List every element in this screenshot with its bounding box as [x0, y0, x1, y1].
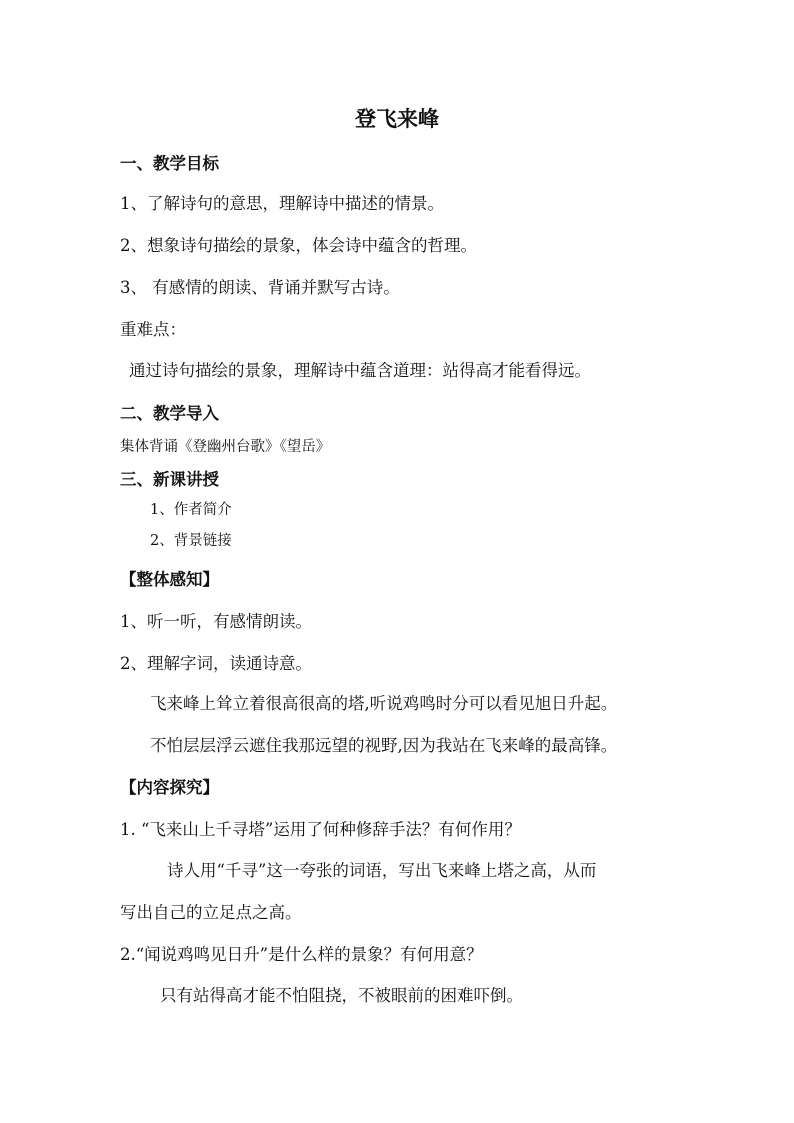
- inquiry-answer-1-line-2: 写出自己的立足点之高。: [120, 903, 302, 922]
- inquiry-question-2: 2.“闻说鸡鸣见日升”是什么样的景象？有何用意？: [120, 945, 483, 964]
- objective-item-3: 3、 有感情的朗读、背诵并默写古诗。: [120, 278, 400, 297]
- new-lesson-item-2: 2、背景链接: [150, 533, 232, 549]
- section-heading-new-lesson: 三、新课讲授: [120, 470, 219, 489]
- introduction-text: 集体背诵《登幽州台歌》《望岳》: [120, 439, 331, 455]
- section-heading-inquiry: 【内容探究】: [120, 778, 219, 797]
- paraphrase-line-1: 飞来峰上耸立着很高很高的塔,听说鸡鸣时分可以看见旭日升起。: [150, 694, 618, 713]
- objective-item-2: 2、想象诗句描绘的景象，体会诗中蕴含的哲理。: [120, 236, 477, 255]
- paraphrase-line-2: 不怕层层浮云遮住我那远望的视野,因为我站在飞来峰的最高锋。: [150, 736, 618, 755]
- key-points-label: 重难点：: [120, 320, 186, 339]
- inquiry-answer-1-line-1: 诗人用“千寻”这一夸张的词语，写出飞来峰上塔之高，从而: [167, 861, 597, 880]
- perception-item-1: 1、听一听，有感情朗读。: [120, 612, 312, 631]
- inquiry-question-1: 1. “飞来山上千寻塔”运用了何种修辞手法？有何作用？: [120, 820, 521, 839]
- new-lesson-item-1: 1、作者简介: [150, 502, 232, 518]
- page-title: 登飞来峰: [355, 106, 439, 131]
- section-heading-perception: 【整体感知】: [120, 570, 219, 589]
- section-heading-objectives: 一、教学目标: [120, 154, 219, 173]
- perception-item-2: 2、理解字词，读通诗意。: [120, 654, 312, 673]
- section-heading-introduction: 二、教学导入: [120, 404, 219, 423]
- key-points-text: 通过诗句描绘的景象，理解诗中蕴含道理：站得高才能看得远。: [129, 361, 591, 380]
- inquiry-answer-2: 只有站得高才能不怕阻挠，不被眼前的困难吓倒。: [160, 986, 523, 1005]
- objective-item-1: 1、了解诗句的意思，理解诗中描述的情景。: [120, 194, 444, 213]
